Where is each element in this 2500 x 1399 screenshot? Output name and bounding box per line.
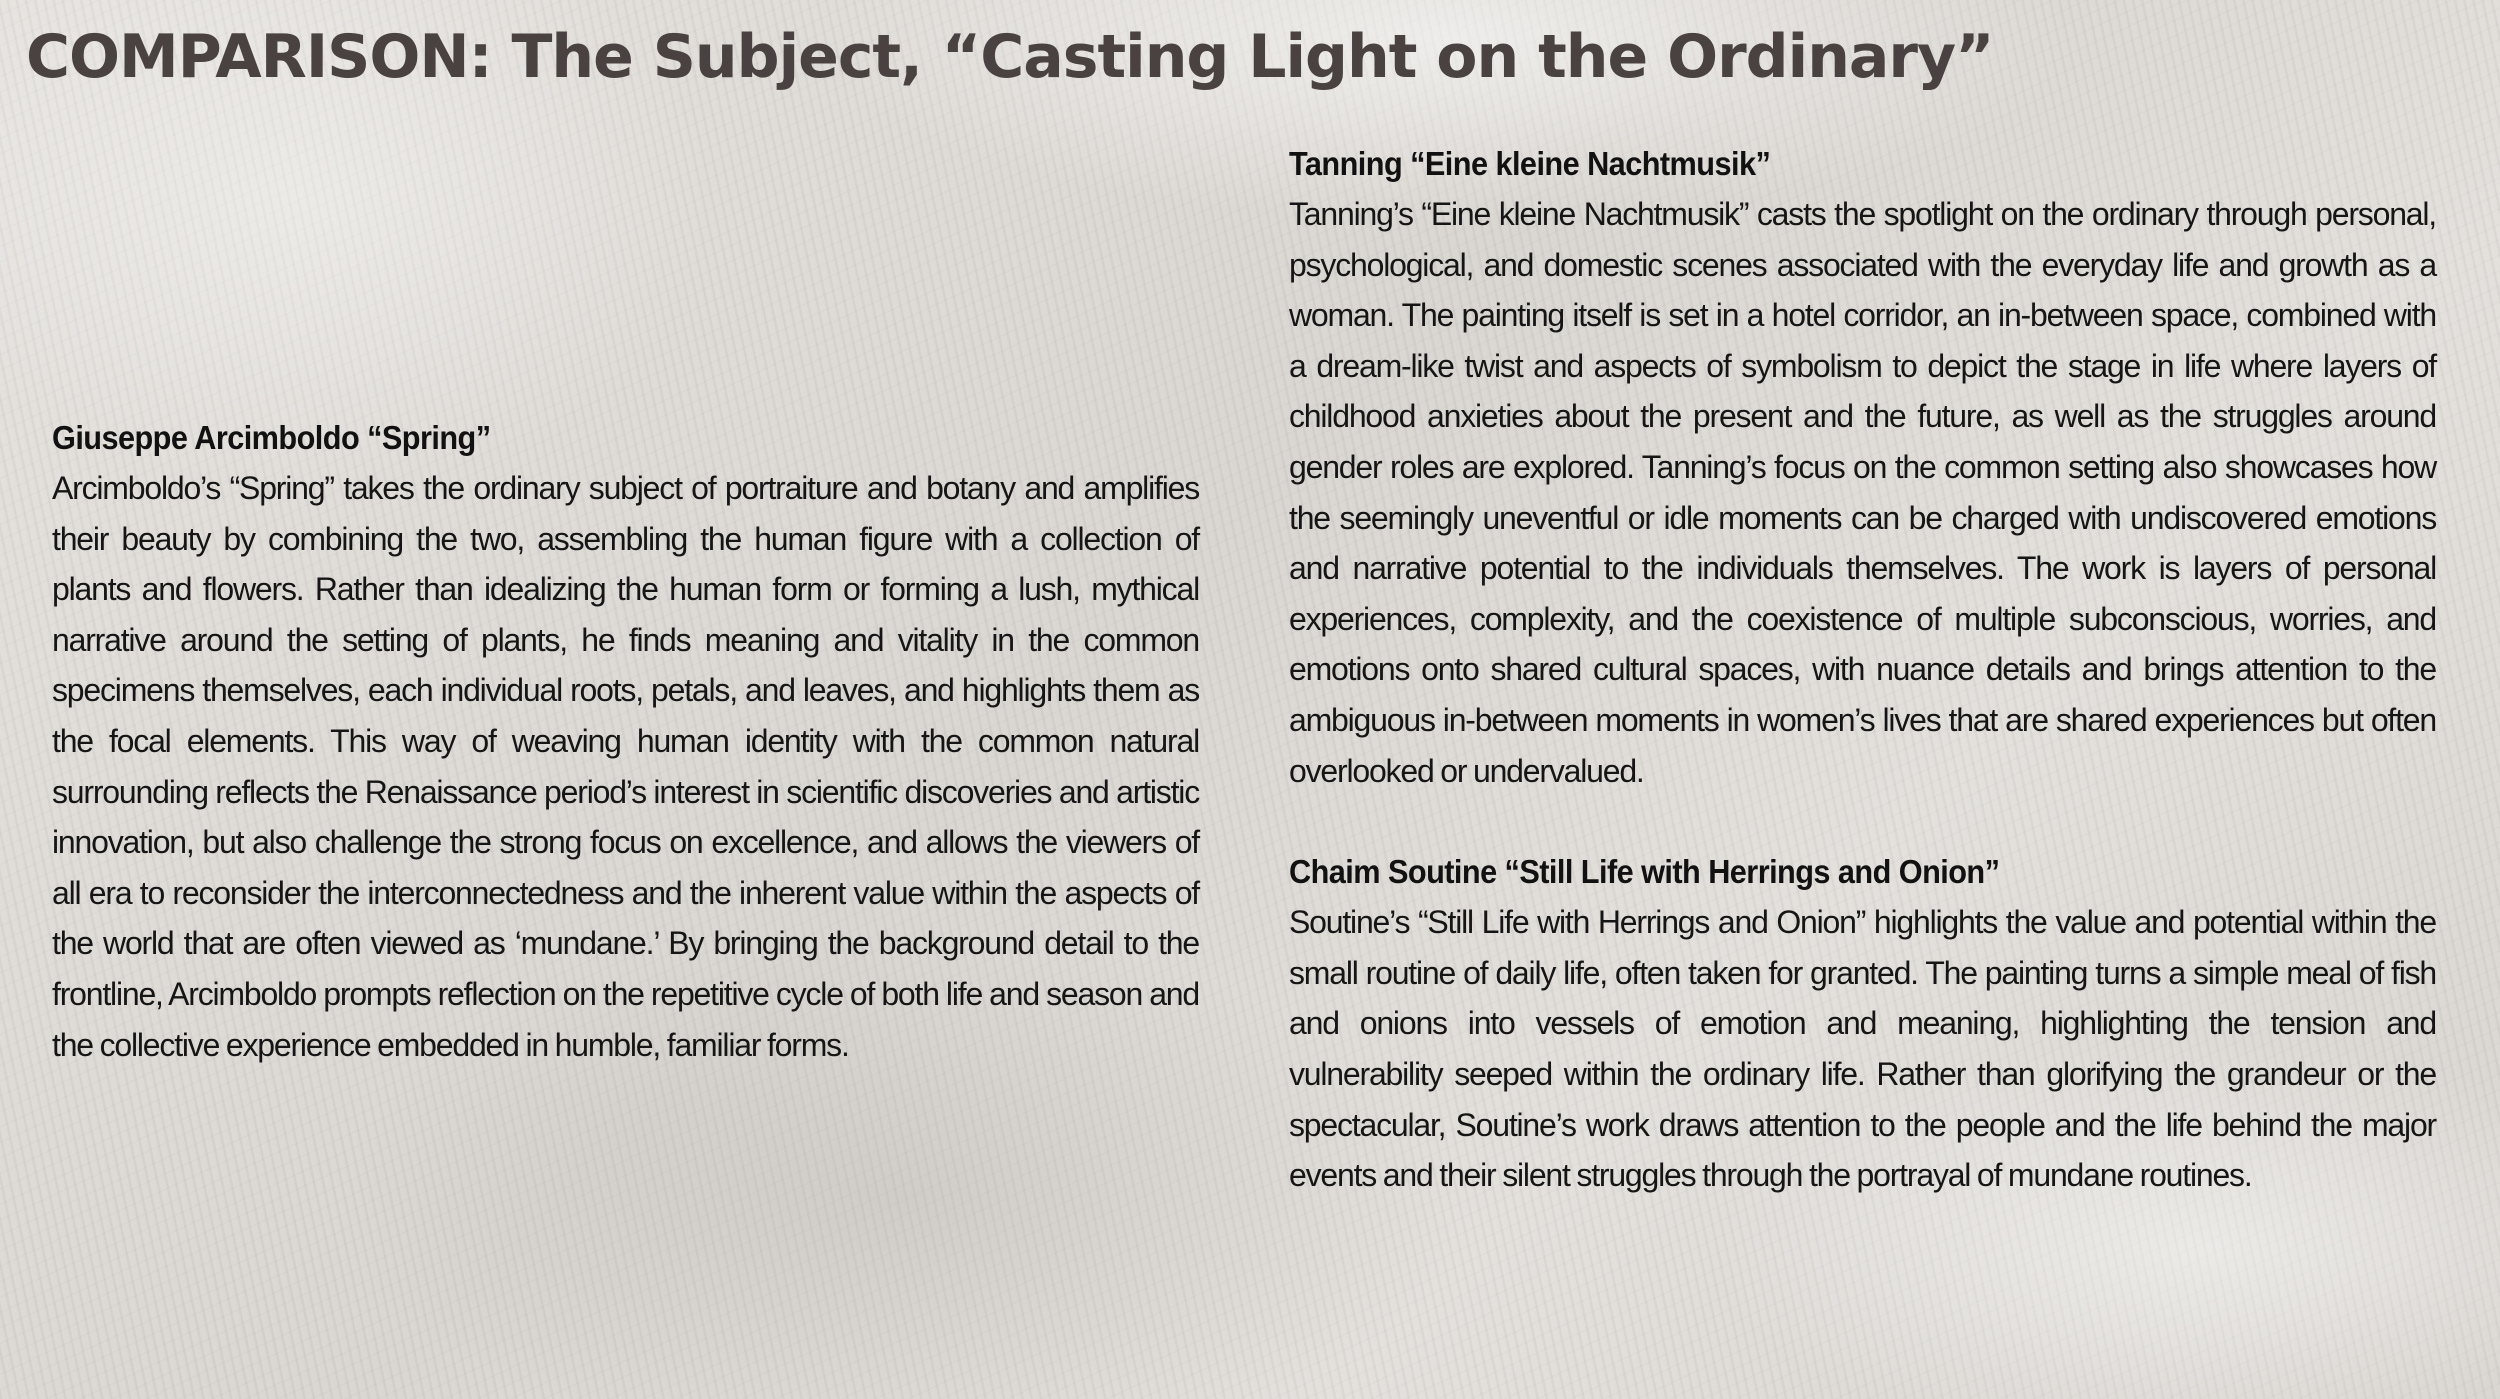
slide-title: COMPARISON: The Subject, “Casting Light on the Ordinary” xyxy=(26,22,1994,92)
arcimboldo-body: Arcimboldo’s “Spring” takes the ordinary subject of portraiture and botany and amplifies their beauty by combining the two, assembling the human figure with a collection of plants and flowers. Rather than idealizing the human form or forming a lush, mythical narrative around the setting of plants, he finds meaning and vitality in the common specimens themselves, each individual roots, petals, and leaves, and highlights them as the focal elements. This way of weaving human identity with the common natural surrounding reflects the Renaissance period’s interest in scientific discoveries and artistic innovation, but also challenge the strong focus on excellence, and allows the viewers of all era to reconsider the interconnectedness and the inherent value within the aspects of the world that are often viewed as ‘mundane.’ By bringing the background detail to the frontline, Arcimboldo prompts reflection on the repetitive cycle of both life and season and the collective experience embedded in humble, familiar forms. xyxy=(52,470,1199,1063)
soutine-section xyxy=(1289,846,2436,1201)
tanning-section xyxy=(1289,138,2436,796)
tanning-heading: Tanning “Eine kleine Nachtmusik” xyxy=(1289,145,1771,182)
soutine-body: Soutine’s “Still Life with Herrings and Onion” highlights the value and potential within the small routine of daily life, often taken for granted. The painting turns a simple meal of fish and onions into vessels of emotion and meaning, highlighting the tension and vulnerability seeped within the ordinary life. Rather than glorifying the grandeur or the spectacular, Soutine’s work draws attention to the people and the life behind the major events and their silent struggles through the portrayal of mundane routines. xyxy=(1289,904,2436,1194)
right-column xyxy=(1289,138,2436,1201)
tanning-body: Tanning’s “Eine kleine Nachtmusik” casts the spotlight on the ordinary through personal, psychological, and domestic scenes associated with the everyday life and growth as a woman. The painting itself is set in a hotel corridor, an in-between space, combined with a dream-like twist and aspects of symbolism to depict the stage in life where layers of childhood anxieties about the present and the future, as well as the struggles around gender roles are explored. Tanning’s focus on the common setting also showcases how the seemingly uneventful or idle moments can be charged with undiscovered emotions and narrative potential to the individuals themselves. The work is layers of personal experiences, complexity, and the coexistence of multiple subconscious, worries, and emotions onto shared cultural spaces, with nuance details and brings attention to the ambiguous in-between moments in women’s lives that are shared experiences but often overlooked or undervalued. xyxy=(1289,196,2436,789)
soutine-heading: Chaim Soutine “Still Life with Herrings and Onion” xyxy=(1289,853,2000,891)
section-spacer xyxy=(1289,796,2436,846)
arcimboldo-heading: Giuseppe Arcimboldo “Spring” xyxy=(52,419,491,456)
arcimboldo-section xyxy=(52,412,1199,1070)
